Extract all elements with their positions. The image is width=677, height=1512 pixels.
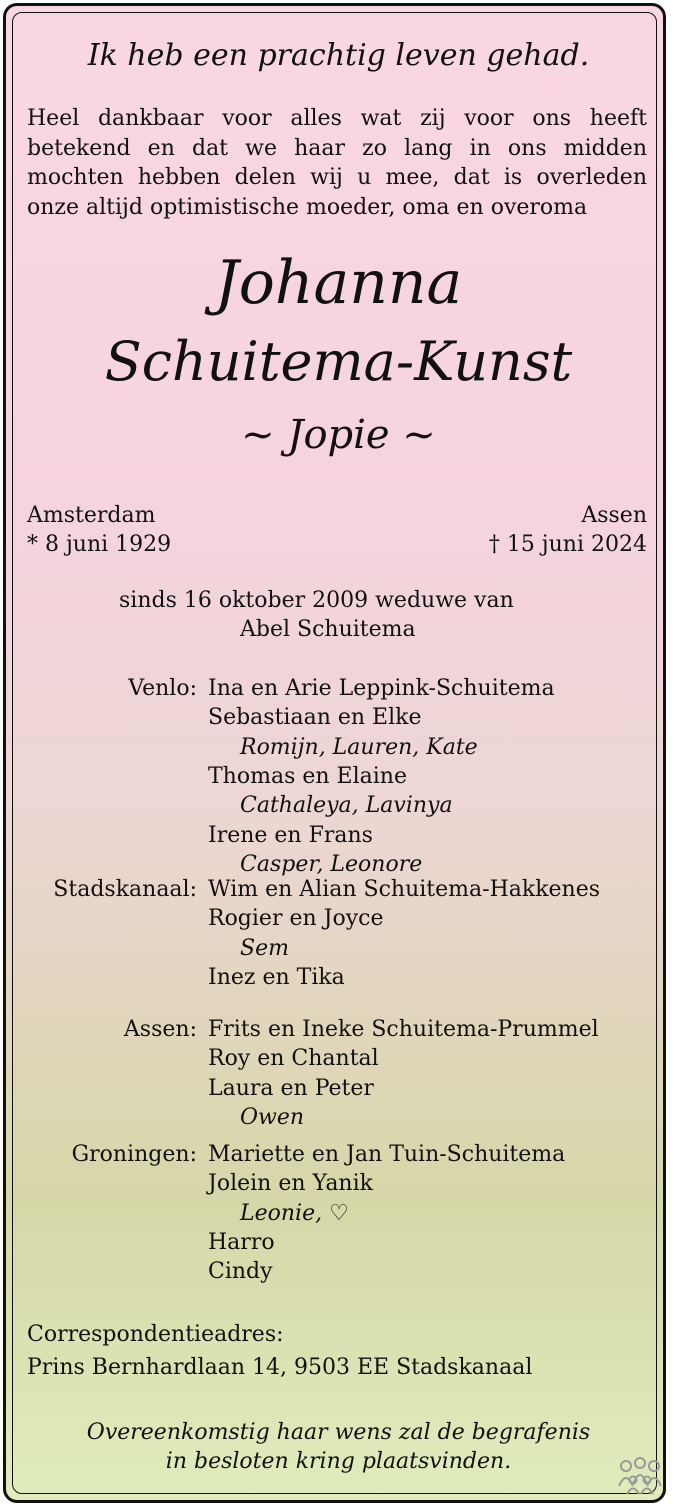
family-location: Assen: [123, 1017, 197, 1042]
correspondence-label: Correspondentieadres: [27, 1322, 284, 1347]
surname: Schuitema-Kunst [104, 330, 573, 393]
child-couple: Frits en Ineke Schuitema-Prummel [208, 1017, 599, 1042]
grandchild-couple: Roy en Chantal [208, 1046, 379, 1072]
grandchild-couple: Rogier en Joyce [208, 906, 384, 932]
grandchildren-names: Owen [240, 1104, 305, 1130]
family-location: Groningen: [71, 1142, 197, 1167]
correspondence-address: Prins Bernhardlaan 14, 9503 EE Stadskanaal [27, 1355, 533, 1380]
closing-line: Overeenkomstig haar wens zal de begrafenis [86, 1420, 591, 1445]
death-place: Assen [581, 503, 647, 528]
closing-note [0, 1418, 677, 1476]
nickname: ~ Jopie ~ [241, 412, 436, 458]
motto: Ik heb een prachtig leven gehad. [87, 38, 590, 73]
family-location: Venlo: [128, 676, 197, 701]
first-name: Johanna [214, 248, 463, 318]
family-location: Stadskanaal: [53, 877, 197, 902]
closing-line: in besloten kring plaatsvinden. [165, 1449, 512, 1474]
family-group-icon [616, 1456, 664, 1496]
grandchild-couple: Sebastiaan en Elke [208, 705, 422, 731]
grandchild-couple: Laura en Peter [208, 1075, 374, 1101]
husband-name: Abel Schuitema [240, 617, 416, 642]
grandchildren-names: Sem [240, 935, 289, 961]
grandchild-couple: Inez en Tika [208, 964, 345, 990]
child-couple: Mariette en Jan Tuin-Schuitema [208, 1142, 566, 1167]
death-date: † 15 juni 2024 [488, 532, 647, 557]
grandchild-couple: Irene en Frans [208, 822, 373, 848]
grandchildren-names: Casper, Leonore [240, 851, 423, 877]
birth-place: Amsterdam [27, 503, 156, 528]
birth-block [27, 501, 171, 559]
grandchildren-names: Cathaleya, Lavinya [240, 793, 453, 819]
grandchild-couple: Harro [208, 1229, 275, 1255]
widow-line: sinds 16 oktober 2009 weduwe van [119, 588, 514, 613]
child-couple: Wim en Alian Schuitema-Hakkenes [208, 877, 601, 902]
grandchild-couple: Jolein en Yanik [208, 1171, 373, 1197]
grandchild-couple: Cindy [208, 1259, 273, 1285]
child-couple: Ina en Arie Leppink-Schuitema [208, 676, 555, 701]
grandchildren-names: Leonie, ♡ [240, 1200, 349, 1226]
announcement-text: Heel dankbaar voor alles wat zij voor ons heeft betekend en dat we haar zo lang in ons midden mochten hebben delen wij u mee, dat is overleden onze altijd optimistische moeder, oma en overoma [27, 106, 647, 220]
grandchildren-names: Romijn, Lauren, Kate [240, 734, 478, 760]
death-block [489, 501, 647, 559]
birth-date: * 8 juni 1929 [27, 532, 172, 557]
grandchild-couple: Thomas en Elaine [208, 763, 407, 789]
